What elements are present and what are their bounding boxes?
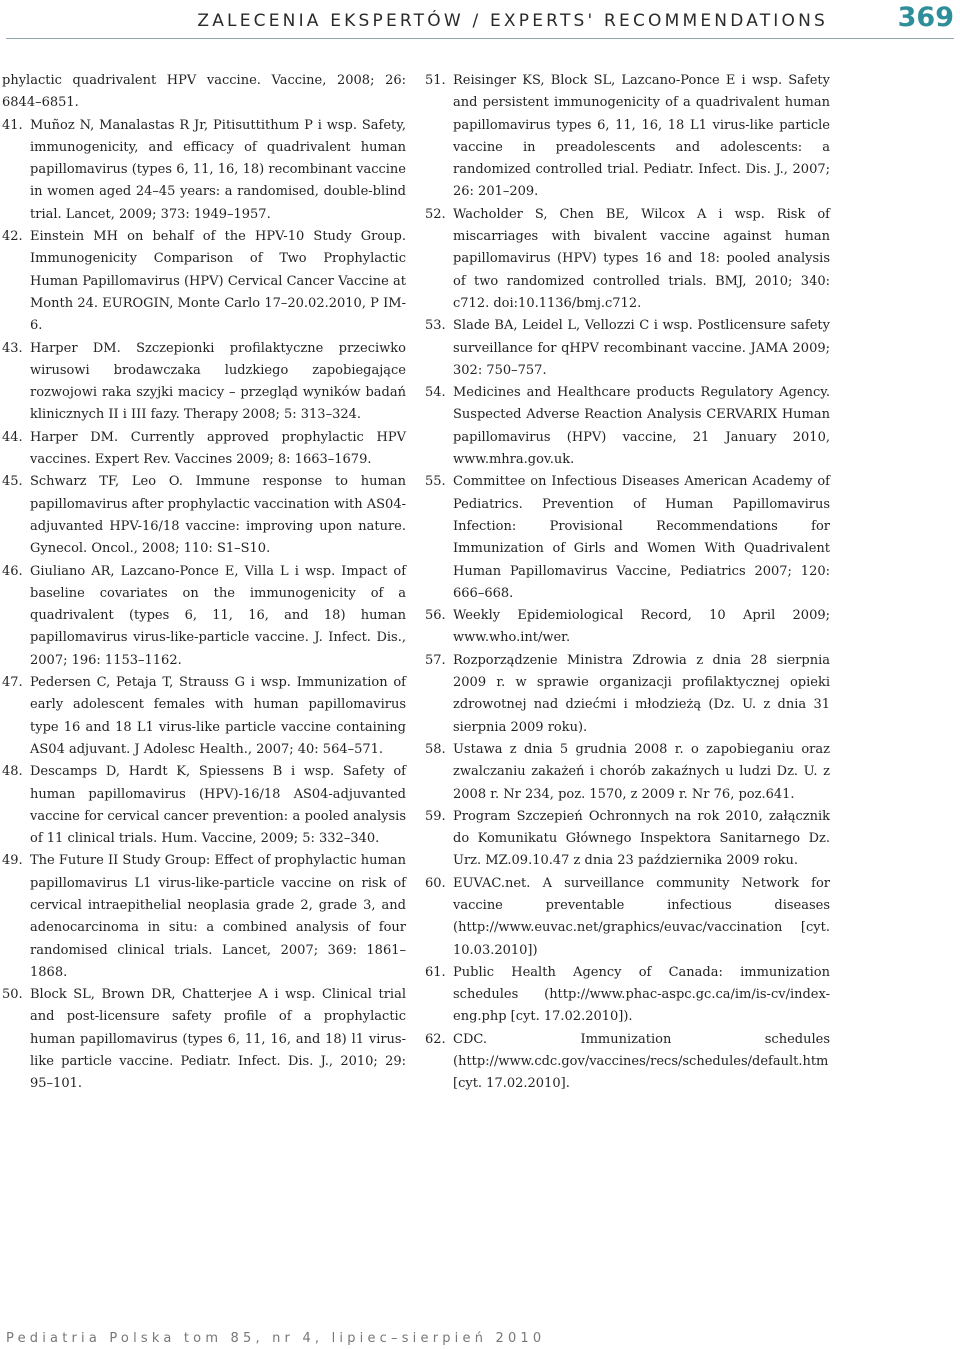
reference-item	[2, 672, 406, 761]
reference-text: Program Szczepień Ochronnych na rok 2010, załącznik do Komunikatu Głównego Inspektora Sanitarnego Dz. Urz. MZ.09.10.47 z dnia 23 października 2009 roku.	[453, 808, 830, 869]
reference-text: EUVAC.net. A surveillance community Network for vaccine preventable infectious diseases (http://www.euvac.net/graphics/euvac/vaccination [cyt. 10.03.2010])	[453, 875, 830, 958]
reference-text: phylactic quadrivalent HPV vaccine. Vaccine, 2008; 26: 6844–6851.	[2, 73, 406, 111]
reference-text: Committee on Infectious Diseases American Academy of Pediatrics. Prevention of Human Papillomavirus Infection: Provisional Recommendations for Immunization of Girls and Women With Quadrivalent Human Papillomavirus Vaccine, Pediatrics 2007; 120: 666–668.	[453, 474, 830, 601]
reference-text: Weekly Epidemiological Record, 10 April 2009; www.who.int/wer.	[453, 608, 830, 646]
reference-text: The Future II Study Group: Effect of prophylactic human papillomavirus L1 virus-like-particle vaccine on risk of cervical intraepithelial neoplasia grade 2, grade 3, and adenocarcinoma in situ: a combined analysis of four randomised clinical trials. Lancet, 2007; 369: 1861–1868.	[30, 853, 406, 980]
reference-text: Giuliano AR, Lazcano-Ponce E, Villa L i wsp. Impact of baseline covariates on the immunogenicity of a quadrivalent (types 6, 11, 16, and 18) human papillomavirus virus-like-particle vaccine. J. Infect. Dis., 2007; 196: 1153–1162.	[30, 563, 406, 668]
reference-text: Slade BA, Leidel L, Vellozzi C i wsp. Postlicensure safety surveillance for qHPV recombinant vaccine. JAMA 2009; 302: 750–757.	[453, 318, 830, 378]
page-number: 369	[897, 2, 954, 33]
reference-item	[425, 806, 830, 873]
running-header-title: ZALECENIA EKSPERTÓW / EXPERTS' RECOMMENDATIONS	[197, 11, 828, 31]
reference-text: Harper DM. Szczepionki profilaktyczne przeciwko wirusowi brodawczaka ludzkiego zapobiegające rozwojowi raka szyjki macicy – przegląd wyników badań klinicznych II i III fazy. Therapy 2008; 5: 313–324.	[30, 340, 406, 423]
reference-item	[425, 873, 830, 962]
reference-item	[2, 761, 406, 850]
reference-number: 56.	[425, 608, 446, 624]
references-right-column	[425, 70, 830, 1096]
reference-number: 49.	[2, 853, 23, 869]
reference-item	[425, 315, 830, 382]
reference-number: 44.	[2, 429, 23, 445]
reference-number: 60.	[425, 875, 446, 891]
reference-number: 41.	[2, 117, 23, 133]
references-left-column	[2, 70, 406, 1096]
reference-number: 45.	[2, 474, 23, 490]
reference-item	[425, 650, 830, 739]
reference-item	[425, 70, 830, 204]
reference-number: 53.	[425, 318, 446, 334]
reference-number: 51.	[425, 73, 446, 88]
reference-item	[2, 115, 406, 226]
page-header	[0, 0, 960, 48]
reference-item	[425, 471, 830, 605]
reference-number: 52.	[425, 206, 446, 222]
reference-text: Medicines and Healthcare products Regulatory Agency. Suspected Adverse Reaction Analysis CERVARIX Human papillomavirus (HPV) vaccine, 21 January 2010, www.mhra.gov.uk.	[453, 385, 830, 468]
reference-number: 43.	[2, 340, 23, 356]
reference-number: 47.	[2, 675, 23, 691]
reference-item	[2, 226, 406, 337]
reference-item	[2, 338, 406, 427]
reference-text: Rozporządzenie Ministra Zdrowia z dnia 28 sierpnia 2009 r. w sprawie organizacji profilaktycznej opieki zdrowotnej nad dziećmi i młodzieżą (Dz. U. z dnia 31 sierpnia 2009 roku).	[453, 652, 830, 735]
reference-text: CDC. Immunization schedules (http://www.cdc.gov/vaccines/recs/schedules/default.htm [cyt. 17.02.2010].	[453, 1031, 830, 1092]
header-divider	[6, 38, 954, 39]
reference-text: Wacholder S, Chen BE, Wilcox A i wsp. Risk of miscarriages with bivalent vaccine against human papillomavirus (HPV) types 16 and 18: pooled analysis of two randomized controlled trials. BMJ, 2010; 340: c712. doi:10.1136/bmj.c712.	[453, 206, 830, 311]
reference-number: 59.	[425, 808, 446, 824]
reference-item	[425, 1029, 830, 1096]
reference-text: Block SL, Brown DR, Chatterjee A i wsp. Clinical trial and post-licensure safety profile of a prophylactic human papillomavirus (types 6, 11, 16, and 18) l1 virus-like particle vaccine. Pediatr. Infect. Dis. J., 2010; 29: 95–101.	[30, 987, 406, 1092]
journal-footer: Pediatria Polska tom 85, nr 4, lipiec–sierpień 2010	[6, 1331, 546, 1346]
reference-text: Public Health Agency of Canada: immunization schedules (http://www.phac-aspc.gc.ca/im/is-cv/index-eng.php [cyt. 17.02.2010]).	[453, 964, 830, 1025]
reference-text: Einstein MH on behalf of the HPV-10 Study Group. Immunogenicity Comparison of Two Prophylactic Human Papillomavirus (HPV) Cervical Cancer Vaccine at Month 24. EUROGIN, Monte Carlo 17–20.02.2010, P IM-6.	[30, 229, 406, 334]
reference-text: Harper DM. Currently approved prophylactic HPV vaccines. Expert Rev. Vaccines 2009; 8: 1663–1679.	[30, 429, 406, 468]
reference-continuation	[2, 70, 406, 115]
reference-item	[2, 471, 406, 560]
reference-item	[2, 850, 406, 984]
reference-item	[425, 204, 830, 315]
reference-number: 61.	[425, 964, 446, 980]
reference-number: 58.	[425, 741, 446, 757]
reference-item	[2, 984, 406, 1095]
reference-item	[425, 739, 830, 806]
reference-text: Pedersen C, Petaja T, Strauss G i wsp. Immunization of early adolescent females with human papillomavirus type 16 and 18 L1 virus-like particle vaccine containing AS04 adjuvant. J Adolesc Health., 2007; 40: 564–571.	[30, 675, 406, 757]
reference-item	[425, 962, 830, 1029]
reference-item	[425, 605, 830, 650]
reference-number: 55.	[425, 474, 446, 490]
reference-text: Ustawa z dnia 5 grudnia 2008 r. o zapobieganiu oraz zwalczaniu zakażeń i chorób zakaźnych u ludzi Dz. U. z 2008 r. Nr 234, poz. 1570, z 2009 r. Nr 76, poz.641.	[453, 741, 830, 802]
reference-item	[425, 382, 830, 471]
reference-item	[2, 561, 406, 672]
reference-number: 62.	[425, 1031, 446, 1047]
reference-text: Muñoz N, Manalastas R Jr, Pitisuttithum P i wsp. Safety, immunogenicity, and efficacy of quadrivalent human papillomavirus (types 6, 11, 16, 18) recombinant vaccine in women aged 24–45 years: a randomised, double-blind trial. Lancet, 2009; 373: 1949–1957.	[30, 117, 406, 222]
reference-number: 46.	[2, 563, 23, 579]
reference-number: 42.	[2, 229, 23, 245]
reference-text: Reisinger KS, Block SL, Lazcano-Ponce E i wsp. Safety and persistent immunogenicity of a quadrivalent human papillomavirus types 6, 11, 16, 18 L1 virus-like particle vaccine in preadolescents and adolescents: a randomized controlled trial. Pediatr. Infect. Dis. J., 2007; 26: 201–209.	[453, 73, 830, 200]
reference-text: Descamps D, Hardt K, Spiessens B i wsp. Safety of human papillomavirus (HPV)-16/18 AS04-adjuvanted vaccine for cervical cancer prevention: a pooled analysis of 11 clinical trials. Hum. Vaccine, 2009; 5: 332–340.	[30, 764, 406, 847]
reference-number: 57.	[425, 652, 446, 668]
reference-number: 54.	[425, 385, 446, 401]
reference-number: 48.	[2, 764, 23, 780]
reference-text: Schwarz TF, Leo O. Immune response to human papillomavirus after prophylactic vaccination with AS04-adjuvanted HPV-16/18 vaccine: improving upon nature. Gynecol. Oncol., 2008; 110: S1–S10.	[30, 474, 406, 557]
reference-item	[2, 427, 406, 472]
reference-number: 50.	[2, 987, 23, 1003]
